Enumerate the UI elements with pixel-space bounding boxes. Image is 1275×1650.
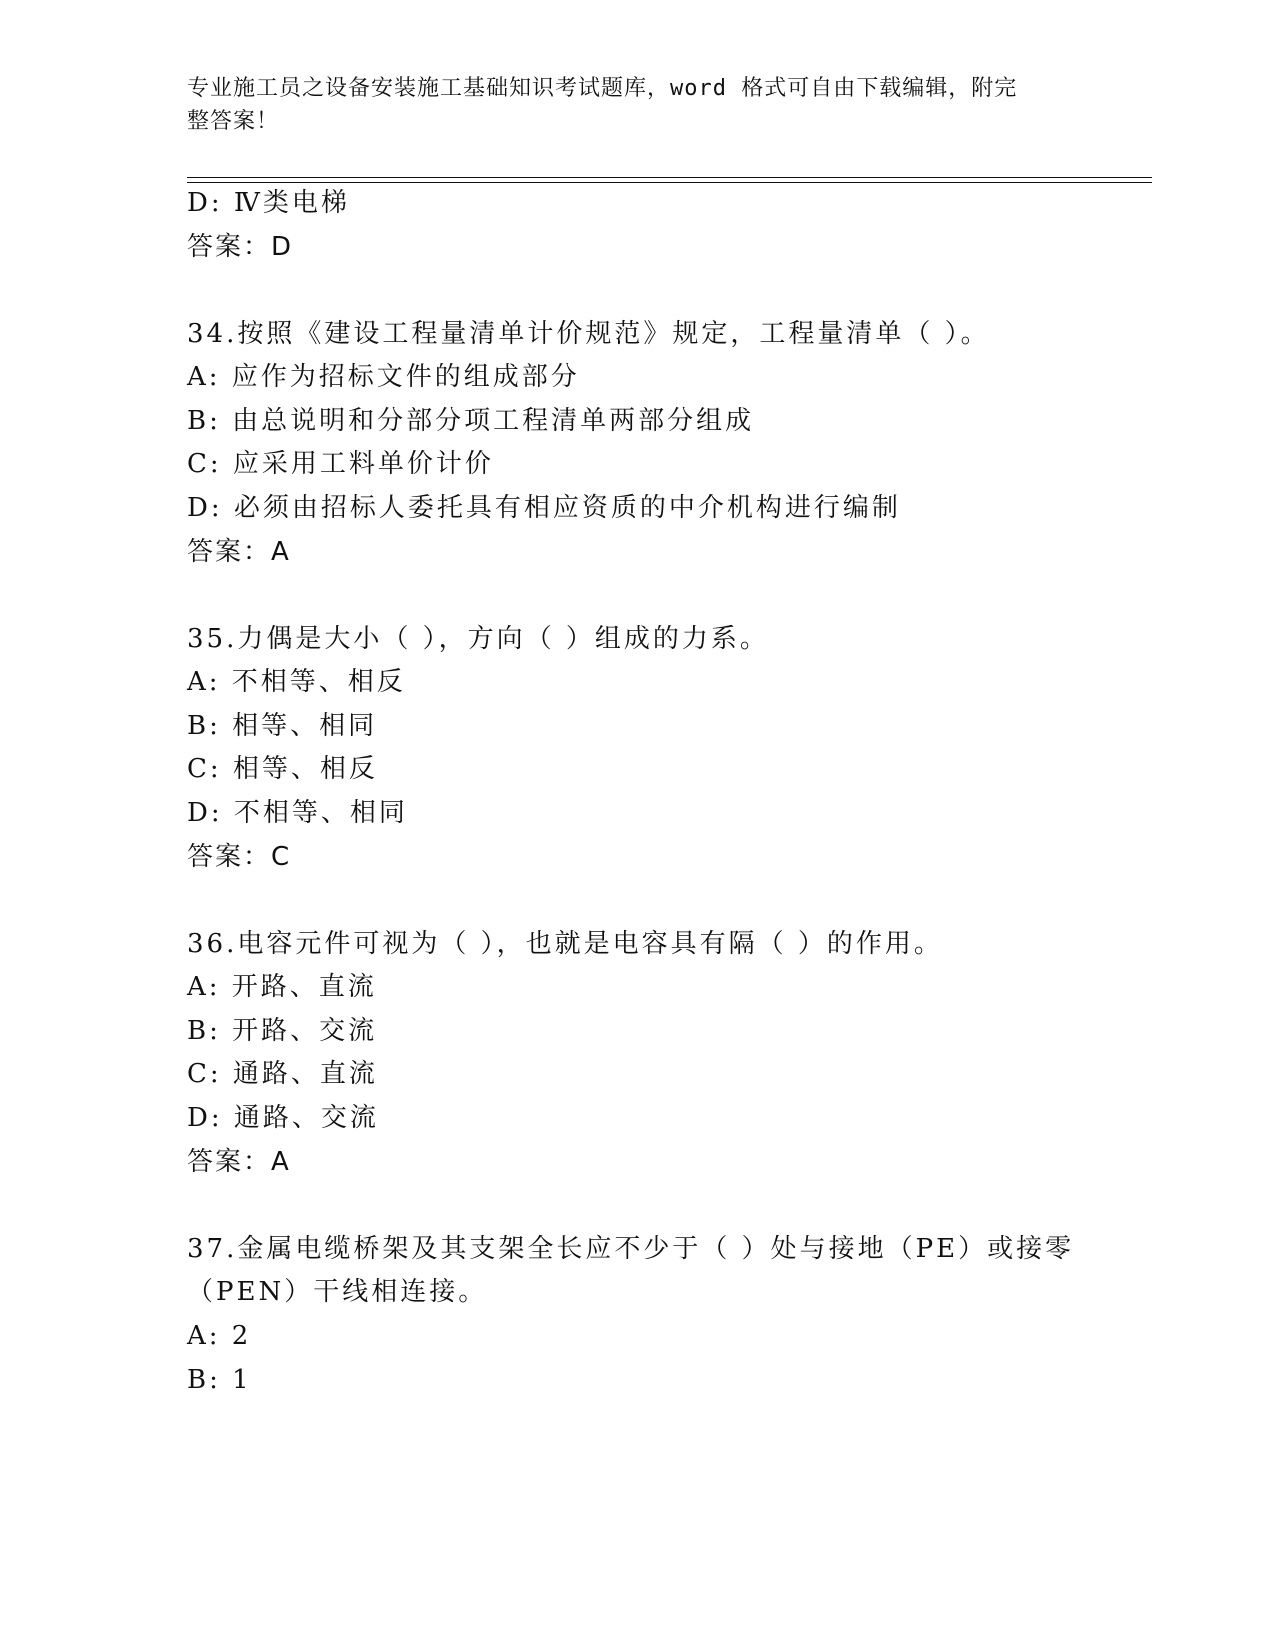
header-divider-top bbox=[187, 177, 1152, 178]
question-34-option-d: D: 必须由招标人委托具有相应资质的中介机构进行编制 bbox=[187, 493, 901, 523]
header-line-1: 专业施工员之设备安装施工基础知识考试题库，word 格式可自由下载编辑，附完 bbox=[187, 76, 1018, 101]
question-34-answer: 答案：A bbox=[187, 537, 291, 567]
question-36-option-b: B: 开路、交流 bbox=[187, 1016, 378, 1046]
question-34-stem: 34.按照《建设工程量清单计价规范》规定，工程量清单（ ）。 bbox=[187, 319, 990, 349]
question-37-stem-line-1: 37.金属电缆桥架及其支架全长应不少于（ ）处与接地（PE）或接零 bbox=[187, 1234, 1075, 1264]
question-36-option-a: A: 开路、直流 bbox=[187, 972, 377, 1002]
document-header bbox=[187, 72, 1067, 138]
question-36-stem: 36.电容元件可视为（ ），也就是电容具有隔（ ）的作用。 bbox=[187, 929, 943, 959]
question-35-option-c: C: 相等、相反 bbox=[187, 754, 378, 784]
question-35-stem: 35.力偶是大小（ ），方向（ ）组成的力系。 bbox=[187, 624, 769, 654]
question-34-option-b: B: 由总说明和分部分项工程清单两部分组成 bbox=[187, 406, 755, 436]
question-36-option-c: C: 通路、直流 bbox=[187, 1059, 378, 1089]
question-34-option-c: C: 应采用工料单价计价 bbox=[187, 449, 494, 479]
question-36-option-d: D: 通路、交流 bbox=[187, 1103, 379, 1133]
prev-answer: 答案：D bbox=[187, 232, 294, 262]
question-36-answer: 答案：A bbox=[187, 1147, 291, 1177]
question-37-option-b: B: 1 bbox=[187, 1365, 252, 1395]
question-35-option-b: B: 相等、相同 bbox=[187, 711, 378, 741]
question-35-option-d: D: 不相等、相同 bbox=[187, 798, 408, 828]
question-35-answer: 答案：C bbox=[187, 842, 292, 872]
question-37-option-a: A: 2 bbox=[187, 1321, 252, 1351]
header-divider-bottom bbox=[187, 182, 1152, 183]
question-35-option-a: A: 不相等、相反 bbox=[187, 667, 406, 697]
question-34-option-a: A: 应作为招标文件的组成部分 bbox=[187, 362, 580, 392]
question-37-stem-line-2: （PEN）干线相连接。 bbox=[187, 1277, 488, 1307]
prev-option-d: D: Ⅳ类电梯 bbox=[187, 188, 350, 218]
header-line-2: 整答案！ bbox=[187, 109, 280, 134]
